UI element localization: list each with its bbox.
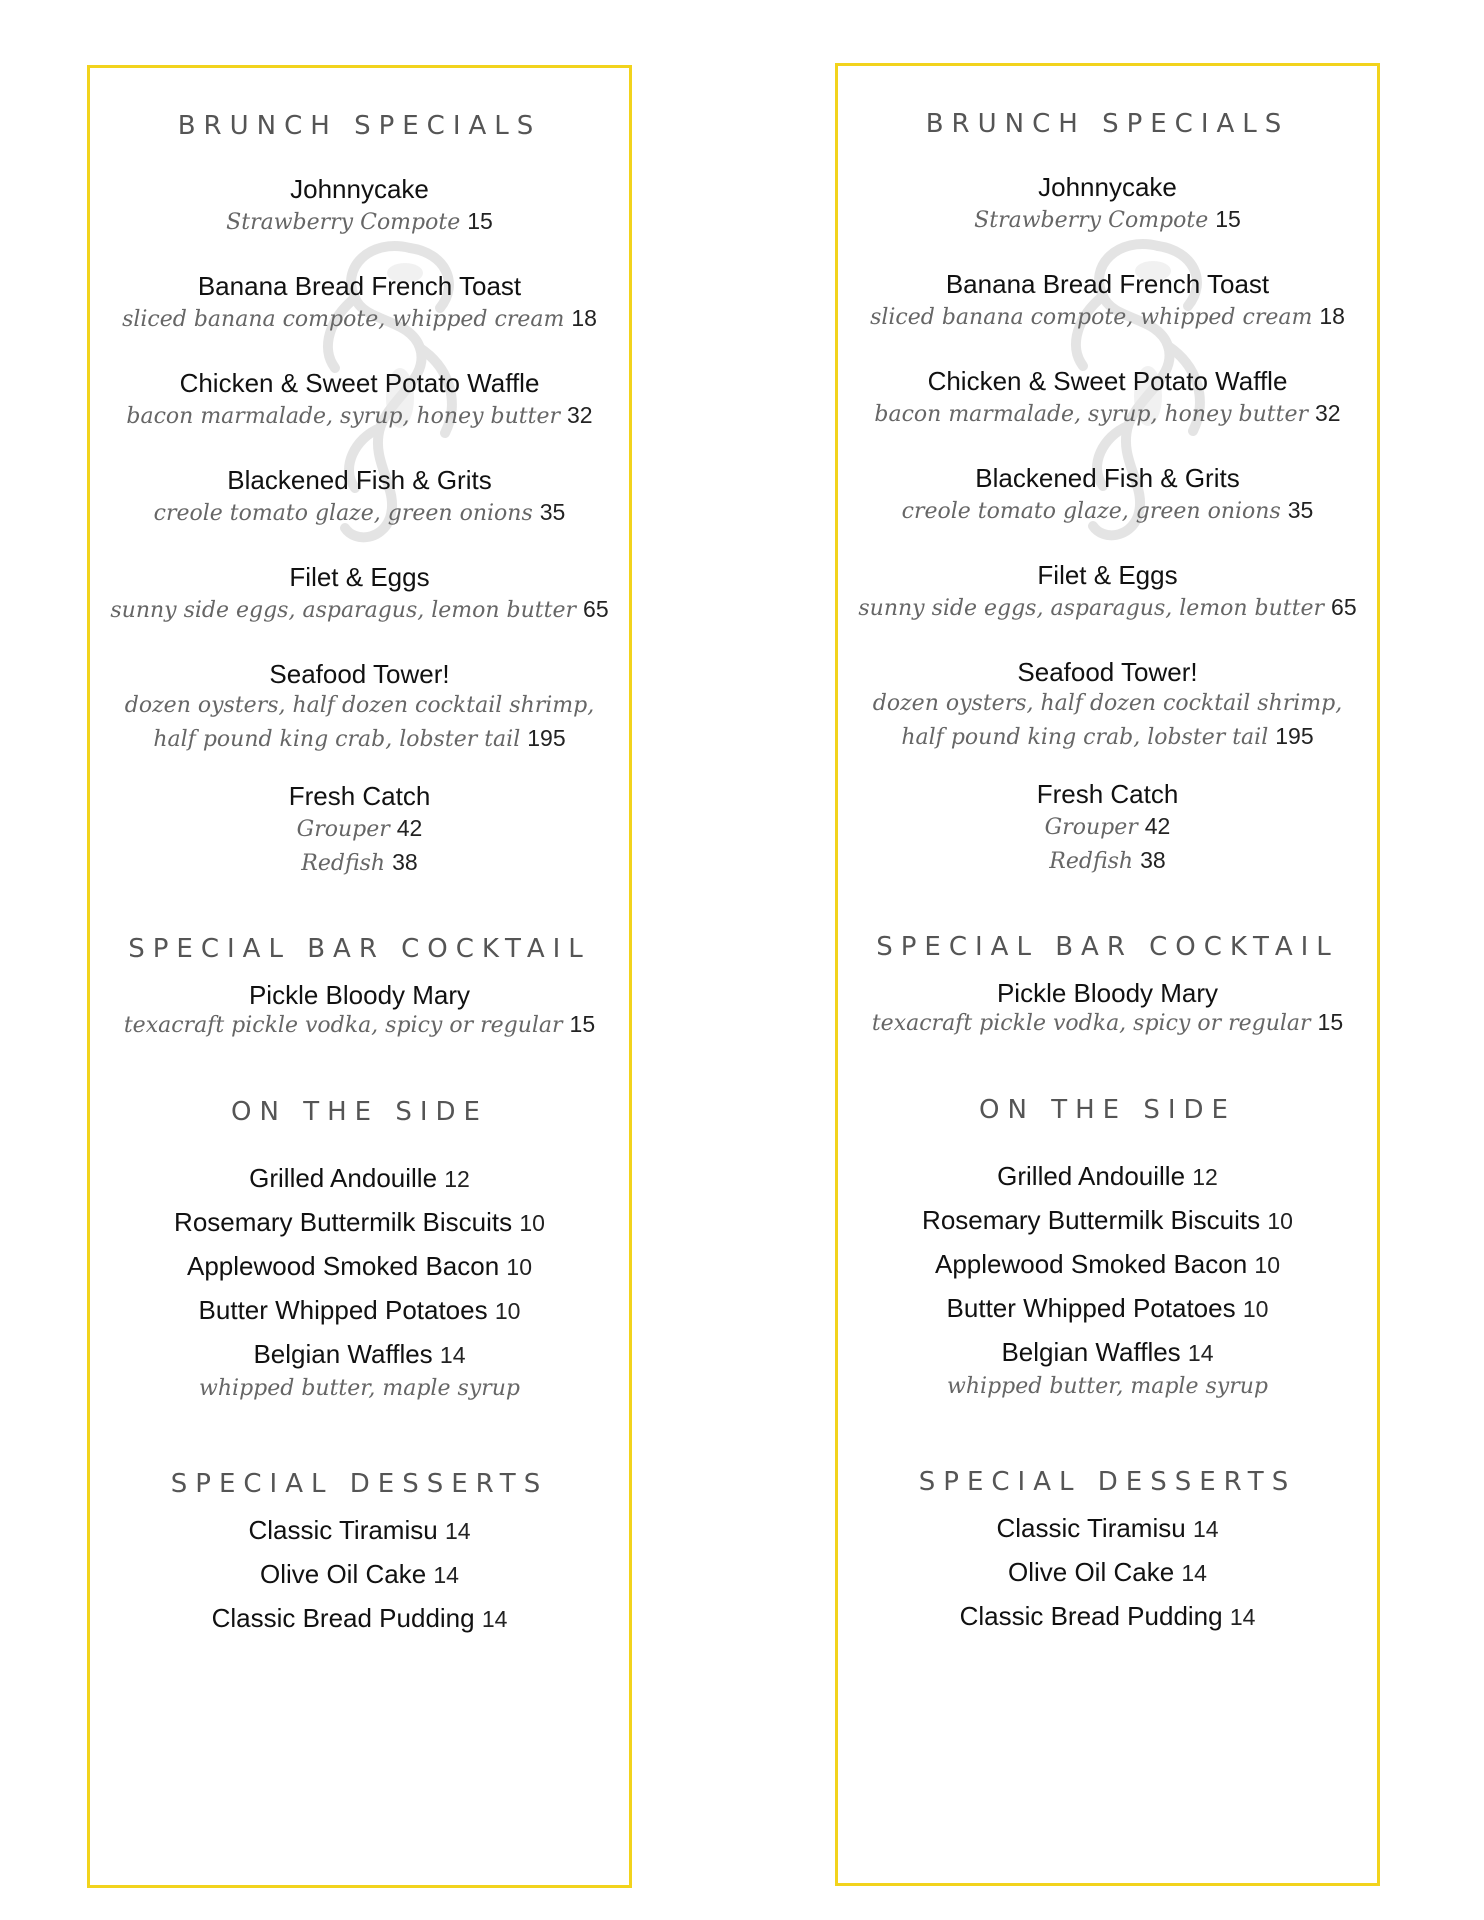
item-price: 14 bbox=[433, 1562, 459, 1588]
item-desc: sliced banana compote, whipped cream bbox=[870, 305, 1313, 330]
item-name: Chicken & Sweet Potato Waffle bbox=[179, 368, 540, 398]
menu-card-right bbox=[835, 63, 1380, 1886]
side-item bbox=[90, 1289, 629, 1333]
side-item bbox=[838, 1287, 1377, 1331]
item-price: 14 bbox=[439, 1342, 466, 1368]
item-name: Pickle Bloody Mary bbox=[248, 980, 471, 1010]
item-desc: creole tomato glaze, green onions bbox=[153, 501, 533, 526]
dessert-heading: SPECIAL DESSERTS bbox=[918, 1467, 1297, 1497]
menu-item bbox=[838, 366, 1377, 463]
item-name: Grilled Andouille bbox=[249, 1163, 438, 1193]
item-name: Classic Tiramisu bbox=[248, 1515, 438, 1545]
item-desc: texacraft pickle vodka, spicy or regular bbox=[123, 1013, 563, 1038]
item-desc: sliced banana compote, whipped cream bbox=[122, 307, 565, 332]
item-name: Johnnycake bbox=[290, 174, 429, 204]
item-price: 10 bbox=[1267, 1208, 1293, 1234]
menu-item bbox=[90, 368, 629, 465]
item-price: 14 bbox=[1181, 1560, 1207, 1586]
item-price: 15 bbox=[569, 1011, 596, 1037]
item-price: 10 bbox=[519, 1210, 545, 1236]
item-desc: dozen oysters, half dozen cocktail shrimp, bbox=[124, 693, 595, 718]
side-item bbox=[90, 1157, 629, 1201]
item-price: 42 bbox=[1144, 813, 1171, 839]
item-name: Belgian Waffles bbox=[253, 1339, 433, 1369]
item-price: 14 bbox=[1229, 1604, 1256, 1630]
item-name: Fresh Catch bbox=[288, 781, 431, 811]
item-desc: sunny side eggs, asparagus, lemon butter bbox=[858, 596, 1325, 621]
side-item bbox=[838, 1331, 1377, 1375]
item-name: Applewood Smoked Bacon bbox=[934, 1249, 1248, 1279]
item-name: Seafood Tower! bbox=[1017, 657, 1198, 687]
menu-item bbox=[90, 781, 629, 903]
item-desc: Strawberry Compote bbox=[226, 210, 461, 235]
item-name: Olive Oil Cake bbox=[260, 1559, 427, 1589]
item-price: 35 bbox=[539, 499, 566, 525]
side-item bbox=[90, 1201, 629, 1245]
item-desc: bacon marmalade, syrup, honey butter bbox=[126, 404, 560, 429]
item-price: 10 bbox=[1242, 1296, 1269, 1322]
item-desc: whipped butter, maple syrup bbox=[199, 1376, 520, 1401]
menu-item bbox=[838, 657, 1377, 779]
side-item bbox=[90, 1333, 629, 1377]
side-item bbox=[838, 1155, 1377, 1199]
item-name: Rosemary Buttermilk Biscuits bbox=[922, 1205, 1261, 1235]
item-desc: Strawberry Compote bbox=[974, 208, 1209, 233]
item-name: Grilled Andouille bbox=[997, 1161, 1186, 1191]
item-price: 38 bbox=[1140, 847, 1166, 873]
item-name: Belgian Waffles bbox=[1001, 1337, 1181, 1367]
item-desc: whipped butter, maple syrup bbox=[947, 1374, 1268, 1399]
item-price: 14 bbox=[481, 1606, 508, 1632]
dessert-item bbox=[90, 1509, 629, 1553]
item-name: Applewood Smoked Bacon bbox=[186, 1251, 500, 1281]
item-price: 65 bbox=[1331, 594, 1357, 620]
item-name: Olive Oil Cake bbox=[1008, 1557, 1175, 1587]
side-item bbox=[90, 1245, 629, 1289]
item-price: 15 bbox=[467, 208, 493, 234]
dessert-item bbox=[90, 1597, 629, 1641]
menu-item bbox=[90, 174, 629, 271]
item-price: 195 bbox=[1275, 723, 1314, 749]
item-desc: bacon marmalade, syrup, honey butter bbox=[874, 402, 1308, 427]
item-option: Redfish bbox=[301, 851, 386, 876]
item-name: Banana Bread French Toast bbox=[197, 271, 522, 301]
dessert-item bbox=[838, 1551, 1377, 1595]
item-price: 42 bbox=[396, 815, 423, 841]
item-name: Fresh Catch bbox=[1036, 779, 1179, 809]
menu-item bbox=[838, 978, 1377, 1037]
item-price: 15 bbox=[1317, 1009, 1344, 1035]
item-price: 18 bbox=[571, 305, 597, 331]
item-price: 65 bbox=[583, 596, 609, 622]
item-name: Chicken & Sweet Potato Waffle bbox=[927, 366, 1288, 396]
side-item bbox=[838, 1199, 1377, 1243]
item-desc: texacraft pickle vodka, spicy or regular bbox=[871, 1011, 1311, 1036]
item-price: 35 bbox=[1287, 497, 1314, 523]
item-desc: creole tomato glaze, green onions bbox=[901, 499, 1281, 524]
item-price: 195 bbox=[527, 725, 566, 751]
menu-item bbox=[90, 271, 629, 368]
item-desc: sunny side eggs, asparagus, lemon butter bbox=[110, 598, 577, 623]
item-price: 14 bbox=[1192, 1516, 1219, 1542]
item-option: Grouper bbox=[1044, 815, 1138, 840]
item-price: 10 bbox=[506, 1254, 533, 1280]
item-price: 12 bbox=[444, 1166, 470, 1192]
item-name: Banana Bread French Toast bbox=[945, 269, 1270, 299]
item-name: Pickle Bloody Mary bbox=[996, 978, 1219, 1008]
item-price: 18 bbox=[1319, 303, 1345, 329]
item-name: Seafood Tower! bbox=[269, 659, 450, 689]
item-price: 15 bbox=[1215, 206, 1241, 232]
menu-item bbox=[90, 562, 629, 659]
item-price: 32 bbox=[567, 402, 593, 428]
cocktail-heading: SPECIAL BAR COCKTAIL bbox=[876, 932, 1339, 962]
item-price: 12 bbox=[1192, 1164, 1218, 1190]
side-item bbox=[838, 1243, 1377, 1287]
item-desc: half pound king crab, lobster tail bbox=[153, 727, 521, 752]
item-name: Classic Bread Pudding bbox=[959, 1601, 1223, 1631]
item-name: Butter Whipped Potatoes bbox=[946, 1293, 1236, 1323]
item-name: Classic Tiramisu bbox=[996, 1513, 1186, 1543]
item-price: 10 bbox=[1254, 1252, 1281, 1278]
side-heading: ON THE SIDE bbox=[231, 1097, 488, 1127]
item-name: Classic Bread Pudding bbox=[211, 1603, 475, 1633]
cocktail-heading: SPECIAL BAR COCKTAIL bbox=[128, 934, 591, 964]
item-name: Blackened Fish & Grits bbox=[975, 463, 1240, 493]
menu-item bbox=[90, 980, 629, 1039]
side-heading: ON THE SIDE bbox=[979, 1095, 1236, 1125]
item-price: 38 bbox=[392, 849, 418, 875]
menu-item bbox=[838, 172, 1377, 269]
menu-item bbox=[90, 465, 629, 562]
brunch-heading: BRUNCH SPECIALS bbox=[177, 111, 542, 141]
item-price: 14 bbox=[1187, 1340, 1214, 1366]
menu-card-left bbox=[87, 65, 632, 1888]
item-name: Filet & Eggs bbox=[289, 562, 430, 592]
item-price: 10 bbox=[494, 1298, 521, 1324]
menu-item bbox=[838, 269, 1377, 366]
menu-item bbox=[838, 779, 1377, 901]
dessert-item bbox=[838, 1595, 1377, 1639]
brunch-heading: BRUNCH SPECIALS bbox=[925, 109, 1290, 139]
item-name: Rosemary Buttermilk Biscuits bbox=[174, 1207, 513, 1237]
item-name: Filet & Eggs bbox=[1037, 560, 1178, 590]
item-name: Blackened Fish & Grits bbox=[227, 465, 492, 495]
item-price: 32 bbox=[1315, 400, 1341, 426]
dessert-heading: SPECIAL DESSERTS bbox=[170, 1469, 549, 1499]
dessert-item bbox=[90, 1553, 629, 1597]
item-name: Butter Whipped Potatoes bbox=[198, 1295, 488, 1325]
item-option: Grouper bbox=[296, 817, 390, 842]
menu-item bbox=[90, 659, 629, 781]
dessert-item bbox=[838, 1507, 1377, 1551]
item-name: Johnnycake bbox=[1038, 172, 1177, 202]
item-price: 14 bbox=[444, 1518, 471, 1544]
menu-item bbox=[838, 463, 1377, 560]
item-desc: dozen oysters, half dozen cocktail shrimp, bbox=[872, 691, 1343, 716]
item-desc: half pound king crab, lobster tail bbox=[901, 725, 1269, 750]
item-option: Redfish bbox=[1049, 849, 1134, 874]
menu-item bbox=[838, 560, 1377, 657]
